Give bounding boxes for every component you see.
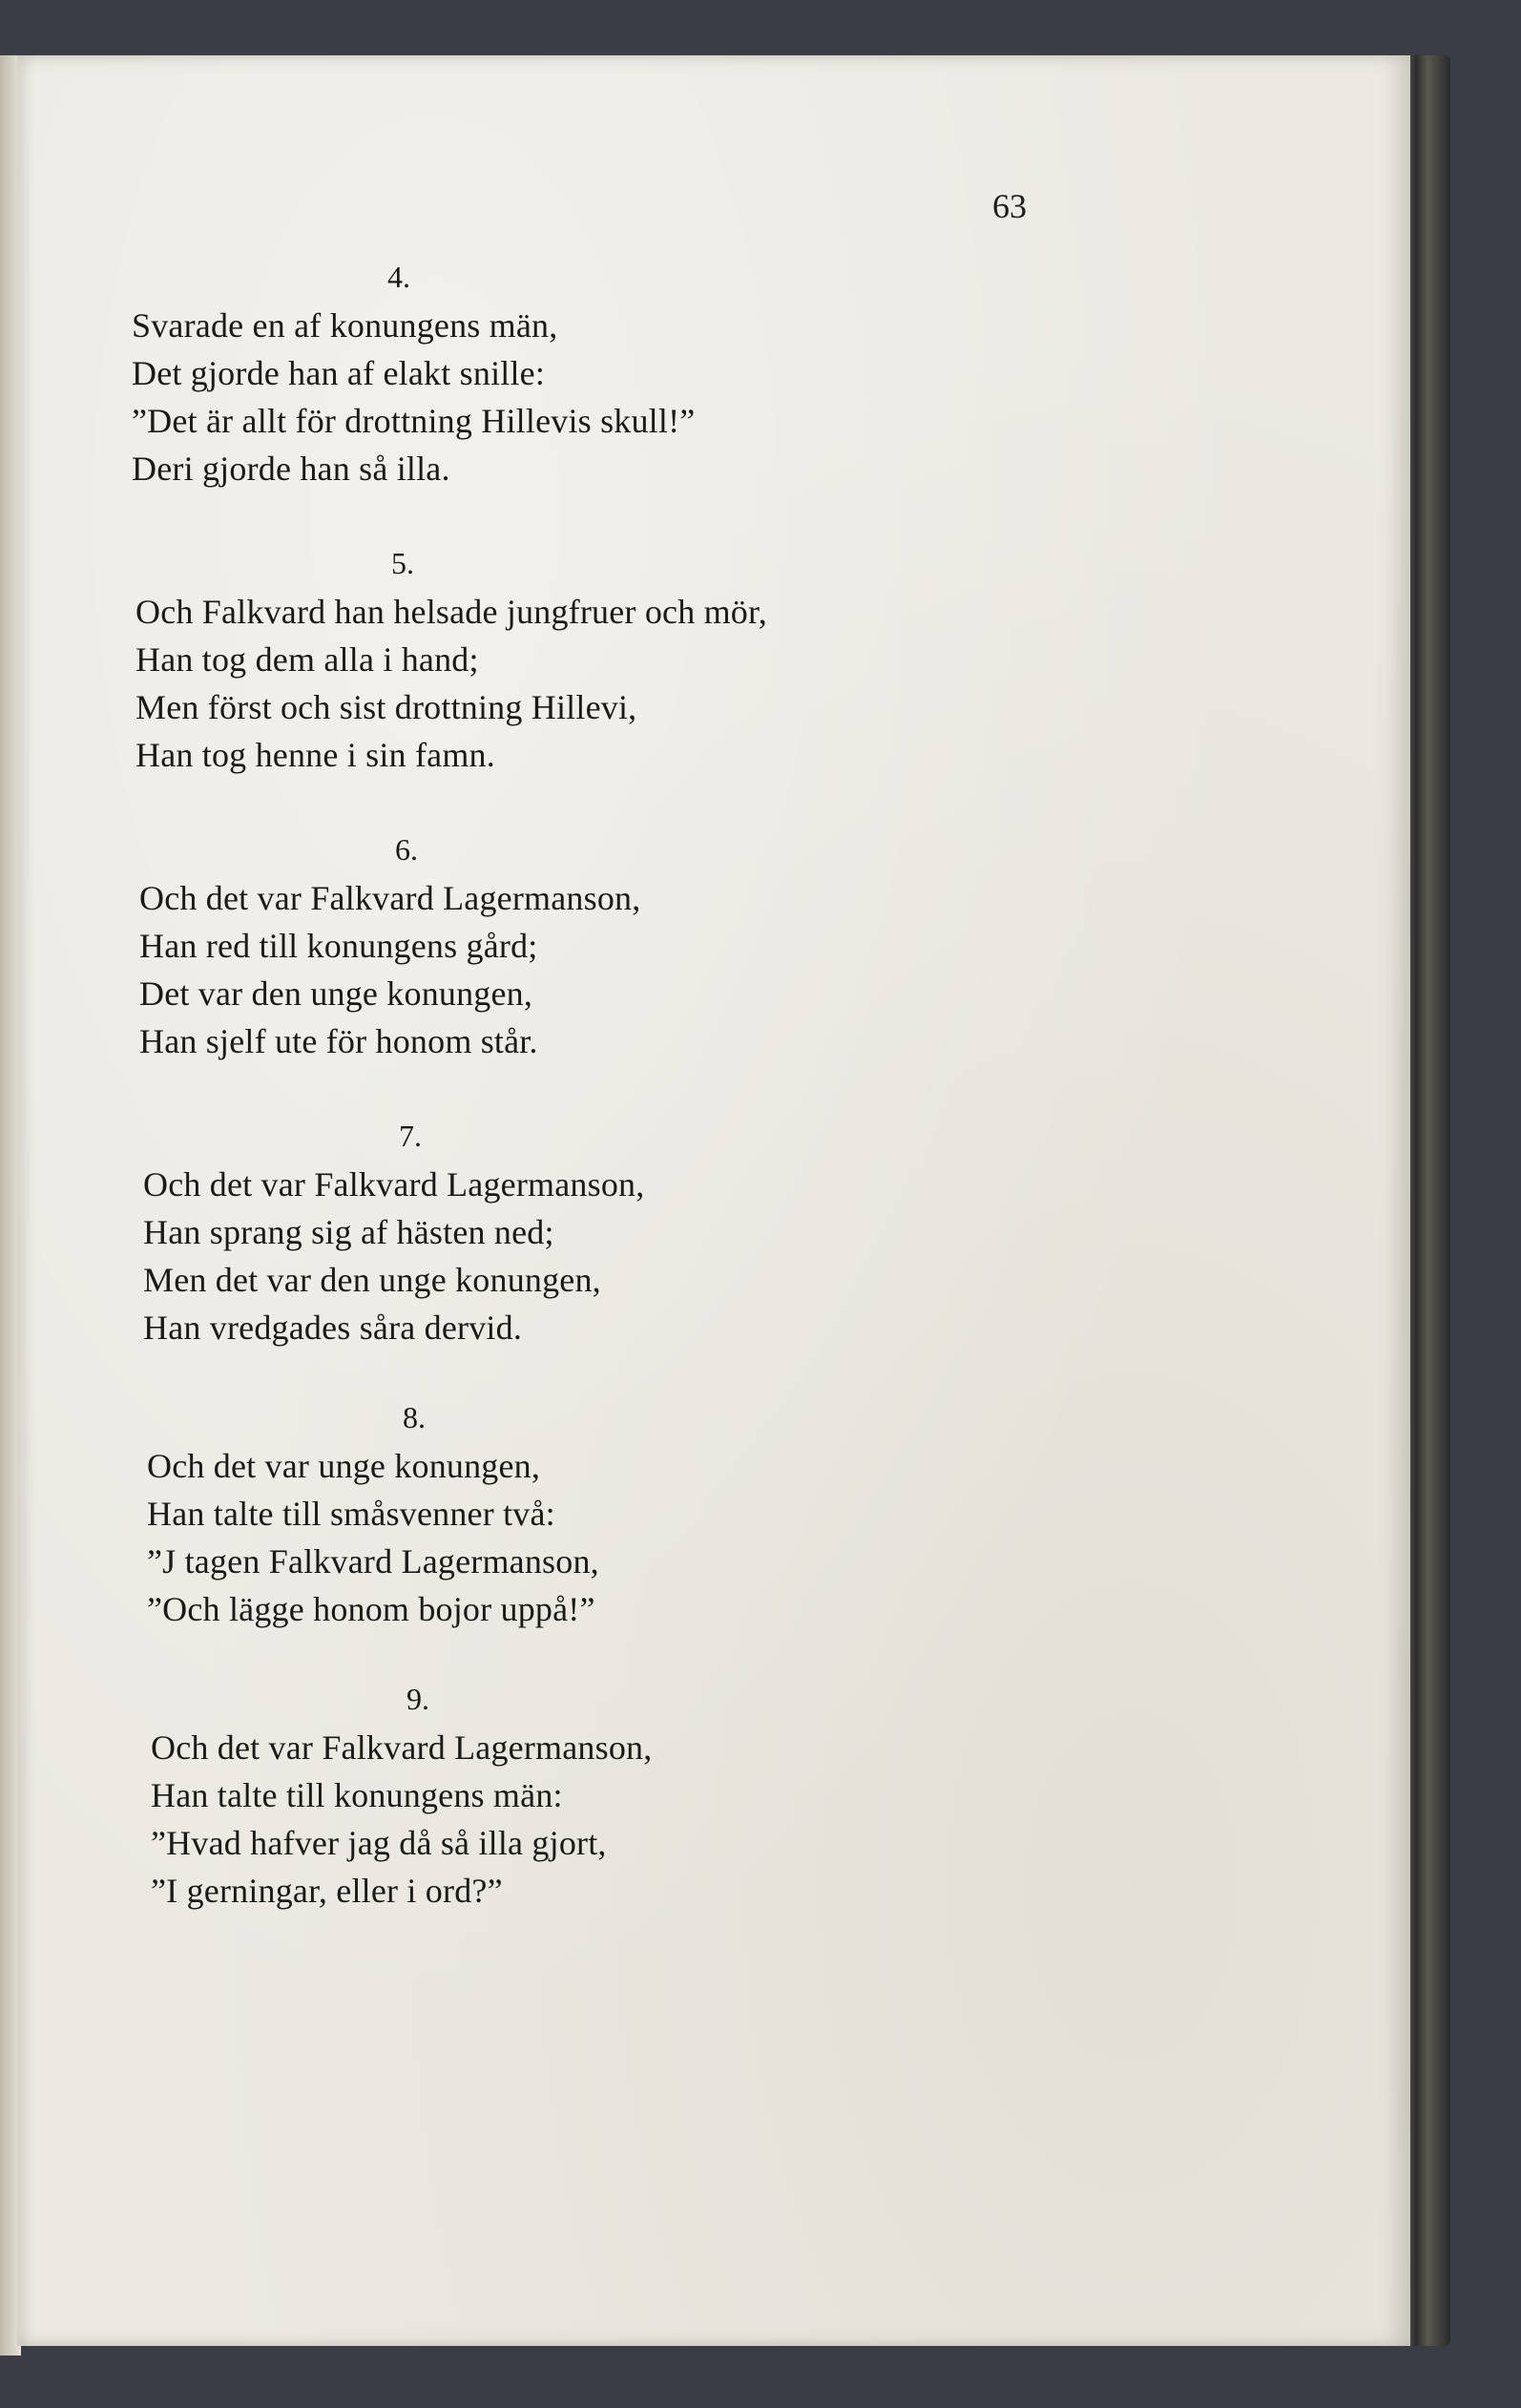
stanza-number: 5. — [391, 546, 414, 580]
verse-line: Svarade en af konungens män, — [132, 306, 558, 345]
verse-line: Och det var Falkvard Lagermanson, — [139, 879, 641, 917]
stanza — [135, 544, 767, 779]
verse-line: Men först och sist drottning Hillevi, — [135, 688, 637, 726]
stanza-number: 7. — [399, 1119, 422, 1153]
verse-line: Och Falkvard han helsade jungfruer och mör, — [135, 593, 767, 631]
stanza-number: 4. — [387, 260, 410, 294]
verse-line: Han sprang sig af hästen ned; — [143, 1213, 554, 1251]
verse-line: Han tog dem alla i hand; — [135, 640, 479, 679]
verse-line: Han talte till småsvenner två: — [147, 1495, 555, 1533]
verse-line: Och det var Falkvard Lagermanson, — [143, 1165, 645, 1204]
verse-line: ”I gerningar, eller i ord?” — [151, 1872, 503, 1910]
verse-line: ”Det är allt för drottning Hillevis skull!” — [132, 402, 696, 440]
verse-line: Han tog henne i sin famn. — [135, 736, 495, 774]
stanza — [143, 1117, 677, 1351]
stanza — [151, 1680, 685, 1915]
verse-line: ”Och lägge honom bojor uppå!” — [147, 1590, 595, 1628]
verse-line: ”J tagen Falkvard Lagermanson, — [147, 1542, 599, 1581]
verse-line: Och det var Falkvard Lagermanson, — [151, 1728, 653, 1767]
verse-line: Han talte till konungens män: — [151, 1776, 563, 1814]
page-number: 63 — [992, 187, 1027, 225]
verse-line: ”Hvad hafver jag då så illa gjort, — [151, 1824, 607, 1862]
verse-line: Han sjelf ute för honom står. — [139, 1022, 538, 1060]
verse-line: Men det var den unge konungen, — [143, 1261, 601, 1299]
stanza-number: 6. — [395, 832, 418, 867]
verse-line: Det gjorde han af elakt snille: — [132, 354, 546, 392]
verse-line: Han vredgades såra dervid. — [143, 1309, 523, 1347]
verse-line: Och det var unge konungen, — [147, 1447, 541, 1485]
stanza — [147, 1398, 681, 1633]
stanza-number: 9. — [406, 1682, 429, 1716]
stanza — [139, 830, 674, 1065]
verse-line: Det var den unge konungen, — [139, 974, 533, 1013]
stanza — [132, 258, 695, 492]
verse-line: Deri gjorde han så illa. — [132, 450, 450, 488]
verse-line: Han red till konungens gård; — [139, 927, 538, 965]
stanza-number: 8. — [403, 1400, 426, 1434]
